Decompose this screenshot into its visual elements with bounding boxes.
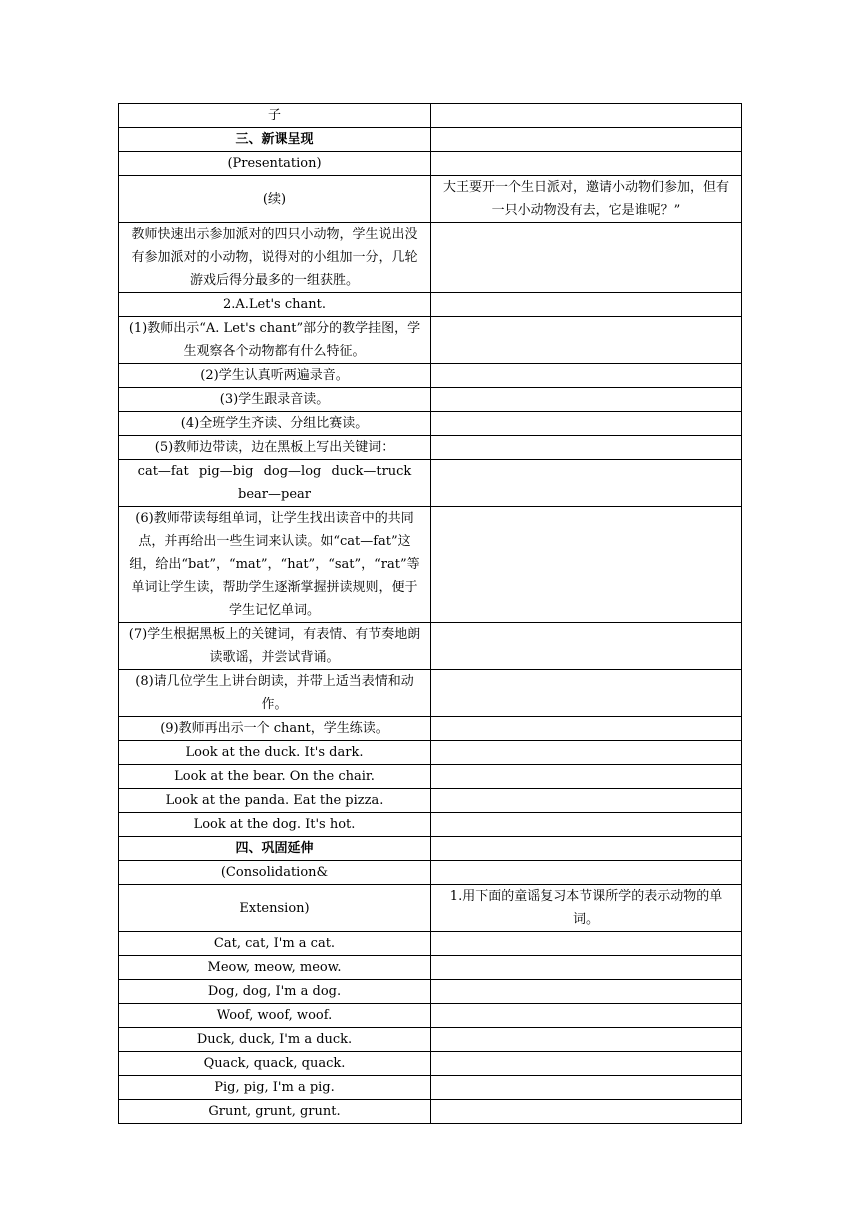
section-heading: 三、新课呈现 [119, 128, 431, 152]
right-cell [431, 1004, 742, 1028]
right-cell [431, 789, 742, 813]
table-row [119, 1100, 742, 1124]
right-cell: 大王要开一个生日派对，邀请小动物们参加，但有一只小动物没有去，它是谁呢？” [431, 176, 742, 223]
right-cell [431, 460, 742, 507]
table-row [119, 885, 742, 932]
right-cell [431, 765, 742, 789]
right-cell [431, 128, 742, 152]
left-cell: Cat, cat, I'm a cat. [119, 932, 431, 956]
table-row [119, 1052, 742, 1076]
table-row [119, 980, 742, 1004]
right-cell [431, 1100, 742, 1124]
table-row [119, 507, 742, 623]
table-row [119, 152, 742, 176]
left-cell: Meow, meow, meow. [119, 956, 431, 980]
left-cell: cat—fat pig—big dog—log duck—truck bear—pear [119, 460, 431, 507]
table-row [119, 1004, 742, 1028]
right-cell: 1.用下面的童谣复习本节课所学的表示动物的单词。 [431, 885, 742, 932]
table-row [119, 837, 742, 861]
section-heading: 四、巩固延伸 [119, 837, 431, 861]
right-cell [431, 741, 742, 765]
left-cell: (5)教师边带读，边在黑板上写出关键词： [119, 436, 431, 460]
table-row [119, 861, 742, 885]
right-cell [431, 932, 742, 956]
right-cell [431, 980, 742, 1004]
left-cell: (7)学生根据黑板上的关键词，有表情、有节奏地朗读歌谣，并尝试背诵。 [119, 623, 431, 670]
left-cell: (Presentation) [119, 152, 431, 176]
left-cell: (Consolidation& [119, 861, 431, 885]
table-row [119, 741, 742, 765]
left-cell: (续) [119, 176, 431, 223]
table-row [119, 104, 742, 128]
left-cell: Dog, dog, I'm a dog. [119, 980, 431, 1004]
right-cell [431, 623, 742, 670]
right-cell [431, 104, 742, 128]
right-cell [431, 670, 742, 717]
table-row [119, 364, 742, 388]
table-row [119, 623, 742, 670]
right-cell [431, 1076, 742, 1100]
right-cell [431, 956, 742, 980]
left-cell: Look at the duck. It's dark. [119, 741, 431, 765]
right-cell [431, 152, 742, 176]
left-cell: Duck, duck, I'm a duck. [119, 1028, 431, 1052]
table-row [119, 1028, 742, 1052]
table-row [119, 436, 742, 460]
table-row [119, 670, 742, 717]
left-cell: (8)请几位学生上讲台朗读，并带上适当表情和动作。 [119, 670, 431, 717]
left-cell: 2.A.Let's chant. [119, 293, 431, 317]
left-cell: 教师快速出示参加派对的四只小动物，学生说出没有参加派对的小动物，说得对的小组加一分，几轮游戏后得分最多的一组获胜。 [119, 223, 431, 293]
left-cell: Look at the panda. Eat the pizza. [119, 789, 431, 813]
table-row [119, 317, 742, 364]
table-row [119, 789, 742, 813]
right-cell [431, 293, 742, 317]
table-row [119, 412, 742, 436]
table-row [119, 223, 742, 293]
table-row [119, 1076, 742, 1100]
table-row [119, 293, 742, 317]
table-row [119, 460, 742, 507]
table-row [119, 388, 742, 412]
right-cell [431, 388, 742, 412]
table-row [119, 813, 742, 837]
left-cell: Look at the bear. On the chair. [119, 765, 431, 789]
left-cell: Extension) [119, 885, 431, 932]
right-cell [431, 1052, 742, 1076]
left-cell: Woof, woof, woof. [119, 1004, 431, 1028]
right-cell [431, 717, 742, 741]
right-cell [431, 412, 742, 436]
left-cell: (4)全班学生齐读、分组比赛读。 [119, 412, 431, 436]
left-cell: (6)教师带读每组单词，让学生找出读音中的共同点，并再给出一些生词来认读。如“cat—fat”这组，给出“bat”，“mat”，“hat”，“sat”，“rat”等单词让学生读，帮助学生逐渐掌握拼读规则，便于学生记忆单词。 [119, 507, 431, 623]
right-cell [431, 1028, 742, 1052]
right-cell [431, 436, 742, 460]
table-row [119, 176, 742, 223]
table-row [119, 765, 742, 789]
right-cell [431, 837, 742, 861]
left-cell: Quack, quack, quack. [119, 1052, 431, 1076]
right-cell [431, 813, 742, 837]
left-cell: (3)学生跟录音读。 [119, 388, 431, 412]
right-cell [431, 364, 742, 388]
table-row [119, 932, 742, 956]
left-cell: (1)教师出示“A. Let's chant”部分的教学挂图，学生观察各个动物都有什么特征。 [119, 317, 431, 364]
left-cell: (9)教师再出示一个 chant，学生练读。 [119, 717, 431, 741]
left-cell: Grunt, grunt, grunt. [119, 1100, 431, 1124]
table-row [119, 717, 742, 741]
right-cell [431, 223, 742, 293]
lesson-plan-table [118, 103, 742, 1124]
right-cell [431, 507, 742, 623]
left-cell: (2)学生认真听两遍录音。 [119, 364, 431, 388]
right-cell [431, 861, 742, 885]
table-row [119, 128, 742, 152]
left-cell: 子 [119, 104, 431, 128]
left-cell: Pig, pig, I'm a pig. [119, 1076, 431, 1100]
left-cell: Look at the dog. It's hot. [119, 813, 431, 837]
right-cell [431, 317, 742, 364]
table-row [119, 956, 742, 980]
